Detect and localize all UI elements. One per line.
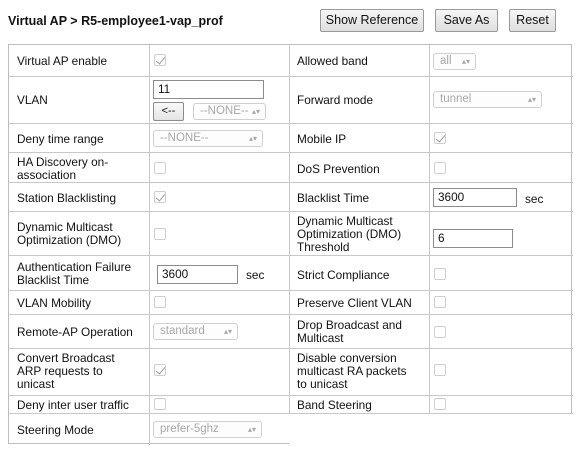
chevron-updown-icon: ▴▾ [461, 57, 470, 66]
drop-broadcast-multicast-checkbox[interactable] [434, 326, 446, 338]
dmo-threshold-label-line3: Threshold [297, 240, 350, 254]
convert-broadcast-arp-label-line2: ARP requests to [17, 364, 103, 378]
auth-failure-blacklist-input[interactable]: 3600 [157, 265, 238, 284]
row-preserve-client-vlan [289, 291, 573, 315]
remote-ap-operation-label: Remote-AP Operation [17, 325, 133, 339]
convert-broadcast-arp-checkbox[interactable] [154, 364, 166, 376]
vlan-label: VLAN [17, 93, 48, 107]
drop-broadcast-multicast-label-line1: Drop Broadcast and [297, 318, 402, 332]
row-mobile-ip [289, 124, 573, 153]
deny-time-range-select-value: --NONE-- [160, 132, 209, 144]
vlan-input[interactable]: 11 [153, 80, 264, 99]
remote-ap-operation-select[interactable] [153, 323, 238, 340]
show-reference-button[interactable]: Show Reference [320, 9, 424, 32]
row-dmo [9, 212, 289, 256]
vlan-select[interactable] [193, 103, 266, 120]
vlan-mobility-checkbox[interactable] [154, 296, 166, 308]
forward-mode-select[interactable] [433, 91, 542, 108]
row-drop-broadcast-multicast [289, 315, 573, 349]
deny-inter-user-traffic-label: Deny inter user traffic [17, 398, 129, 412]
deny-time-range-select[interactable] [153, 130, 263, 147]
row-convert-broadcast-arp [9, 349, 289, 396]
drop-broadcast-multicast-label [297, 319, 402, 345]
row-allowed-band [289, 45, 573, 77]
band-steering-checkbox[interactable] [434, 398, 446, 410]
station-blacklisting-label: Station Blacklisting [17, 191, 117, 205]
vlan-select-value: --NONE-- [200, 105, 249, 117]
chevron-updown-icon: ▴▾ [247, 425, 256, 434]
blacklist-time-input[interactable]: 3600 [433, 188, 517, 207]
chevron-updown-icon: ▴▾ [223, 327, 232, 336]
virtual-ap-enable-checkbox[interactable] [154, 54, 166, 66]
mobile-ip-checkbox[interactable] [434, 132, 446, 144]
allowed-band-select-value: all [440, 55, 452, 67]
vlan-add-button[interactable]: <-- [153, 102, 184, 121]
drop-broadcast-multicast-label-line2: Multicast [297, 331, 344, 345]
dmo-checkbox[interactable] [154, 228, 166, 240]
reset-button[interactable]: Reset [509, 9, 556, 32]
row-vlan-mobility [9, 291, 289, 315]
dos-prevention-checkbox[interactable] [434, 162, 446, 174]
dmo-threshold-input[interactable]: 6 [433, 229, 513, 248]
band-steering-label: Band Steering [297, 398, 372, 412]
row-vlan [9, 77, 289, 124]
mobile-ip-label: Mobile IP [297, 132, 347, 146]
dos-prevention-label: DoS Prevention [297, 162, 380, 176]
chevron-updown-icon: ▴▾ [527, 95, 536, 104]
forward-mode-select-value: tunnel [440, 93, 472, 105]
remote-ap-operation-select-value: standard [160, 325, 205, 337]
row-auth-failure-blacklist [9, 256, 289, 291]
ha-discovery-checkbox[interactable] [154, 162, 166, 174]
row-blacklist-time [289, 183, 573, 212]
station-blacklisting-checkbox[interactable] [154, 191, 166, 203]
row-ha-discovery [9, 153, 289, 183]
vlan-mobility-label: VLAN Mobility [17, 296, 92, 310]
row-strict-compliance [289, 256, 573, 291]
page-header [0, 0, 587, 42]
row-disable-conversion-multicast-ra [289, 349, 573, 396]
allowed-band-select[interactable] [433, 53, 476, 70]
ha-discovery-label-line1: HA Discovery on- [17, 155, 109, 169]
disable-conversion-multicast-ra-label-line1: Disable conversion [297, 351, 397, 365]
save-as-button[interactable]: Save As [435, 9, 498, 32]
strict-compliance-checkbox[interactable] [434, 268, 446, 280]
chevron-updown-icon: ▴▾ [248, 134, 257, 143]
preserve-client-vlan-checkbox[interactable] [434, 296, 446, 308]
row-station-blacklisting [9, 183, 289, 212]
preserve-client-vlan-label: Preserve Client VLAN [297, 296, 412, 310]
steering-mode-select[interactable] [153, 421, 262, 438]
disable-conversion-multicast-ra-checkbox[interactable] [434, 364, 446, 376]
row-deny-time-range [9, 124, 289, 153]
convert-broadcast-arp-label [17, 352, 115, 391]
virtual-ap-enable-label: Virtual AP enable [17, 54, 108, 68]
strict-compliance-label: Strict Compliance [297, 268, 390, 282]
deny-inter-user-traffic-checkbox[interactable] [154, 398, 166, 410]
disable-conversion-multicast-ra-label-line2: multicast RA packets [297, 364, 407, 378]
dmo-label-line2: Optimization (DMO) [17, 233, 122, 247]
chevron-updown-icon: ▴▾ [251, 107, 260, 116]
row-deny-inter-user-traffic [9, 396, 289, 414]
dmo-threshold-label [297, 215, 401, 254]
page-title: Virtual AP > R5-employee1-vap_prof [8, 14, 223, 28]
ha-discovery-label-line2: association [17, 168, 77, 182]
dmo-label-line1: Dynamic Multicast [17, 220, 113, 234]
auth-failure-blacklist-label [17, 261, 131, 287]
dmo-threshold-label-line2: Optimization (DMO) [297, 227, 402, 241]
dmo-label [17, 221, 121, 247]
convert-broadcast-arp-label-line3: unicast [17, 377, 55, 391]
auth-failure-blacklist-label-line2: Blacklist Time [17, 273, 90, 287]
profile-settings-table [8, 44, 572, 444]
row-forward-mode [289, 77, 573, 124]
ha-discovery-label [17, 156, 108, 182]
dmo-threshold-label-line1: Dynamic Multicast [297, 214, 393, 228]
empty-cell [289, 414, 573, 445]
row-steering-mode [9, 414, 289, 445]
disable-conversion-multicast-ra-label [297, 352, 407, 391]
disable-conversion-multicast-ra-label-line3: to unicast [297, 377, 348, 391]
steering-mode-label: Steering Mode [17, 423, 94, 437]
allowed-band-label: Allowed band [297, 54, 368, 68]
row-remote-ap-operation [9, 315, 289, 349]
auth-failure-blacklist-unit: sec [246, 268, 265, 282]
row-dos-prevention [289, 153, 573, 183]
blacklist-time-unit: sec [525, 192, 544, 206]
row-virtual-ap-enable [9, 45, 289, 77]
convert-broadcast-arp-label-line1: Convert Broadcast [17, 351, 115, 365]
steering-mode-select-value: prefer-5ghz [160, 423, 219, 435]
row-band-steering [289, 396, 573, 414]
deny-time-range-label: Deny time range [17, 132, 104, 146]
forward-mode-label: Forward mode [297, 93, 374, 107]
auth-failure-blacklist-label-line1: Authentication Failure [17, 260, 132, 274]
blacklist-time-label: Blacklist Time [297, 191, 370, 205]
row-dmo-threshold [289, 212, 573, 256]
